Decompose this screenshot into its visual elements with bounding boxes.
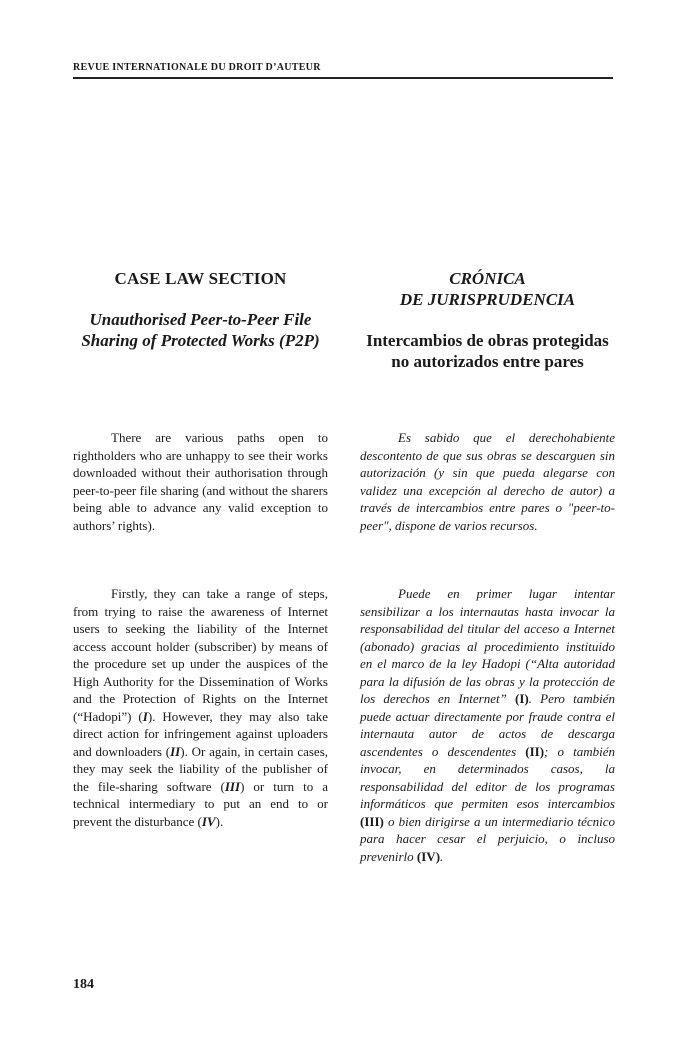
section-title-spanish [360, 268, 615, 310]
english-paragraph-2-text-3: ). Or again, in certain cases, they may seek the liability of the publisher of the file-sharing software ( [73, 743, 329, 794]
english-paragraph-2 [73, 585, 328, 830]
spanish-paragraph-2-text-3: ; o también invocar, en determinados casos, la responsabilidad del editor de los programas informáticos que permiten esos intercambios [360, 743, 616, 811]
english-reference-1: I [142, 708, 148, 724]
spanish-reference-2: (II) [525, 743, 545, 759]
english-paragraph-2-text-2: ). However, they may also take direct action for infringement against uploaders and downloaders ( [73, 708, 328, 759]
spanish-heading [360, 268, 615, 372]
english-paragraph-2-text-1: Firstly, they can take a range of steps, from trying to raise the awareness of Internet users to seeking the liability of the Internet access account holder (subscriber) by means of the procedure set up under the auspices of the High Authority for the Dissemination of Works and the Protection of Rights on the Internet (“Hadopi”) ( [73, 586, 328, 724]
spanish-paragraph-2 [360, 585, 615, 865]
spanish-paragraph-2-text-1: Puede en primer lugar intentar sensibilizar a los internautas hasta invocar la responsabilidad del titular del acceso a Internet (abonado) gracias al procedimiento instituido en el marco de la ley Hadopi (“Alta autoridad para la difusión de las obras y la protección de los derechos en Internet” [360, 586, 615, 706]
english-reference-4: IV [201, 813, 216, 829]
english-heading [73, 268, 328, 351]
spanish-paragraph-1: Es sabido que el derechohabiente descontento de que sus obras se descarguen sin autorización (y sin que pueda alegarse con validez una excepción al derecho de autor) a través de intercambios entre pares o "peer-to-peer", dispone de varios recursos. [360, 430, 615, 533]
page-number: 184 [73, 977, 94, 992]
running-head: REVUE INTERNATIONALE DU DROIT D’AUTEUR [73, 62, 321, 73]
english-reference-3: III [224, 778, 241, 794]
spanish-paragraph-2-text-2: . Pero también puede actuar directamente por fraude contra el internauta autor de actos de descarga ascendentes o descendentes [360, 691, 615, 759]
spanish-reference-3: (III) [360, 813, 384, 829]
english-reference-2: II [170, 743, 181, 759]
article-title-spanish: Intercambios de obras protegidas no autorizados entre pares [366, 331, 609, 371]
article-title-english: Unauthorised Peer-to-Peer File Sharing of Protected Works (P2P) [81, 310, 320, 350]
spanish-reference-1: (I) [515, 691, 529, 706]
header-rule [73, 77, 613, 79]
spanish-paragraph-2-text-4: o bien dirigirse a un intermediario técnico para hacer cesar el perjuicio, o incluso prevenirlo [360, 813, 615, 864]
english-paragraph-2-text-5: ). [215, 813, 224, 829]
section-title-spanish-line1: CRÓNICA [449, 269, 526, 288]
english-paragraph-1: There are various paths open to rightholders who are unhappy to see their works downloaded without their authorisation through peer-to-peer file sharing (and without the sharers being able to advance any valid exception to authors’ rights). [73, 430, 328, 533]
english-paragraph-2-text-4: ) or turn to a technical intermediary to put an end to or prevent the disturbance ( [73, 778, 329, 829]
section-title-spanish-line2: DE JURISPRUDENCIA [399, 290, 576, 309]
spanish-reference-4: (IV) [416, 848, 441, 864]
spanish-paragraph-2-text-5: . [440, 848, 444, 864]
section-title-english: CASE LAW SECTION [114, 269, 287, 288]
